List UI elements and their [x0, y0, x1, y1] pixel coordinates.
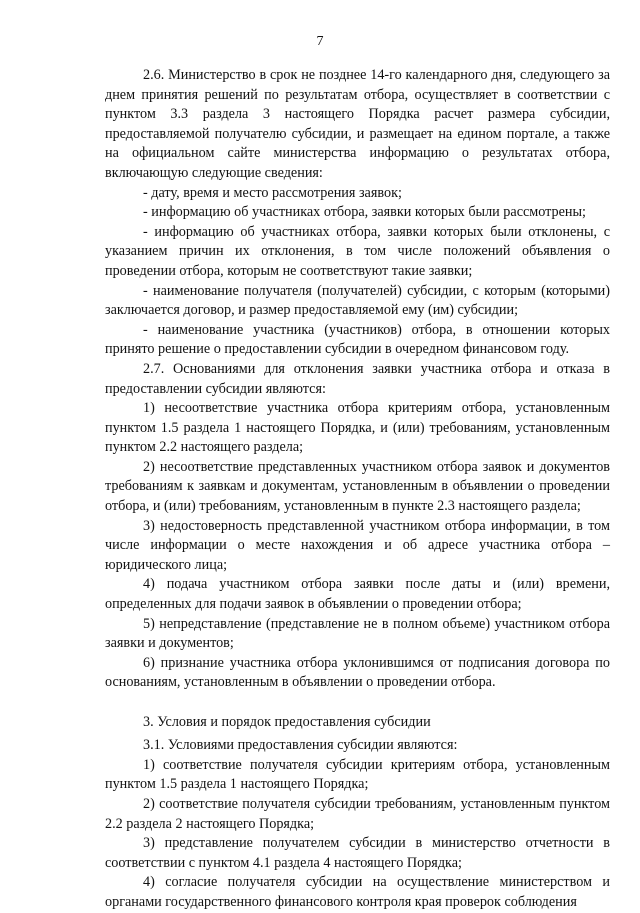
rejection-reason-4: 4) подача участником отбора заявки после даты и (или) времени, определенных для подачи заявок в объявлении о проведении отбора; — [105, 576, 610, 613]
condition-1: 1) соответствие получателя субсидии критериям отбора, установленным пунктом 1.5 раздела 1 настоящего Порядка; — [105, 756, 610, 793]
page-number: 7 — [316, 34, 324, 49]
rejection-reason-2: 2) несоответствие представленных участником отбора заявок и документов требованиям к заявкам и документам, установленным в объявлении о проведении отбора, и (или) требованиям, установленным в пункте 2.3 настоящего раздела; — [105, 458, 610, 515]
document-body — [105, 66, 610, 913]
condition-2: 2) соответствие получателя субсидии требованиям, установленным пунктом 2.2 раздела 2 настоящего Порядка; — [105, 795, 610, 832]
list-item-recipient-name: - наименование получателя (получателей) субсидии, с которым (которыми) заключается договор, и размер предоставляемой ему (им) субсидии; — [105, 282, 610, 319]
list-item-rejected-participants: - информацию об участниках отбора, заявки которых были отклонены, с указанием причин их отклонения, в том числе положений объявления о проведении отбора, которым не соответствуют такие заявки; — [105, 223, 610, 279]
list-item-date-time-place: - дату, время и место рассмотрения заявок; — [143, 184, 402, 201]
condition-3: 3) представление получателем субсидии в министерство отчетности в соответствии с пунктом 4.1 раздела 4 настоящего Порядка; — [105, 835, 610, 871]
paragraph-2-7: 2.7. Основаниями для отклонения заявки участника отбора и отказа в предоставлении субсидии являются: — [105, 360, 610, 397]
paragraph-3-1: 3.1. Условиями предоставления субсидии являются: — [143, 737, 458, 754]
rejection-reason-5: 5) непредставление (представление не в полном объеме) участником отбора заявки и документов; — [105, 615, 610, 652]
condition-4: 4) согласие получателя субсидии на осуществление министерством и органами государственного финансового контроля края проверок соблюдения — [105, 874, 610, 910]
section-3-heading: 3. Условия и порядок предоставления субсидии — [143, 713, 431, 730]
rejection-reason-6: 6) признание участника отбора уклонившимся от подписания договора по основаниям, установленным в объявлении о проведении отбора. — [105, 654, 610, 691]
paragraph-2-6: 2.6. Министерство в срок не позднее 14-го календарного дня, следующего за днем принятия решений по результатам отбора, осуществляет в соответствии с пунктом 3.3 раздела 3 настоящего Порядка расчет размера субсидии, предоставляемой получателю субсидии, и размещает на едином портале, а также на официальном сайте министерства информацию о результатах отбора, включающую следующие сведения: — [105, 67, 610, 181]
list-item-reviewed-participants: - информацию об участниках отбора, заявки которых были рассмотрены; — [143, 204, 586, 221]
rejection-reason-3: 3) недостоверность представленной участником отбора информации, в том числе информации о месте нахождения и об адресе участника отбора – юридического лица; — [105, 517, 610, 573]
list-item-next-year-participants: - наименование участника (участников) отбора, в отношении которых принято решение о предоставлении субсидии в очередном финансовом году. — [105, 321, 610, 358]
rejection-reason-1: 1) несоответствие участника отбора критериям отбора, установленным пунктом 1.5 раздела 1 настоящего Порядка, и (или) требованиям, установленным пунктом 2.2 настоящего раздела; — [105, 400, 610, 456]
